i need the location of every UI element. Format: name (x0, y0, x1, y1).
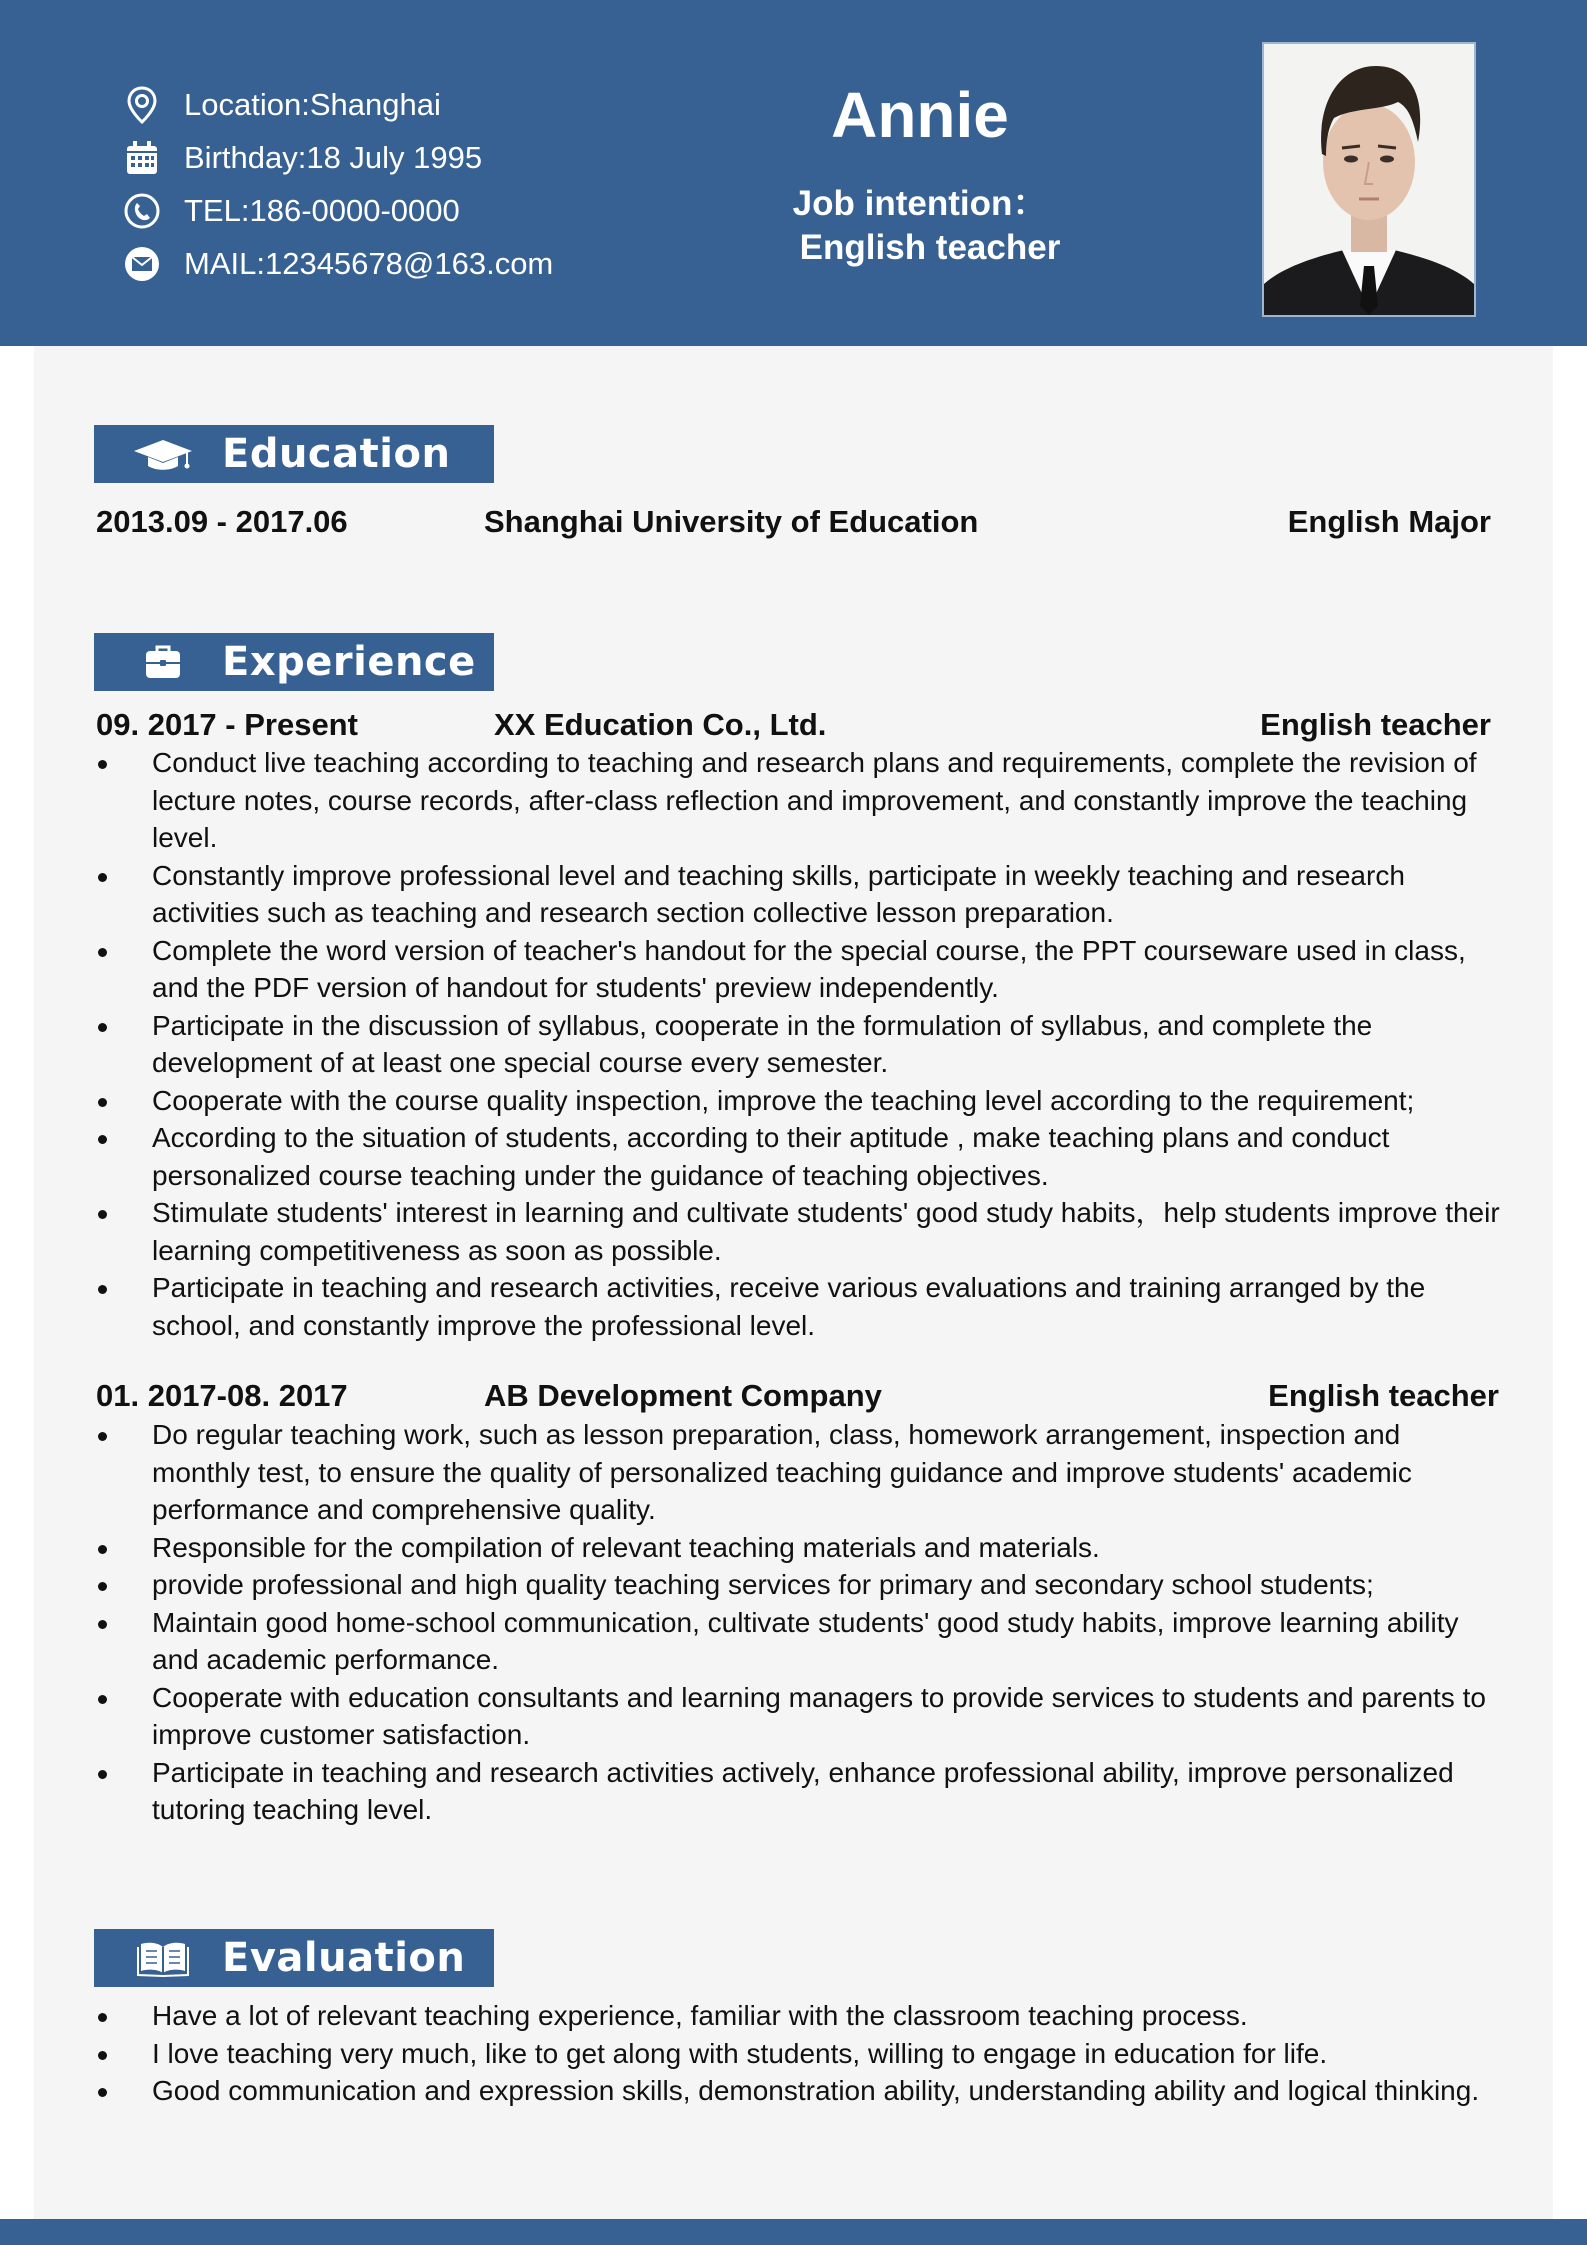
location-pin-icon (122, 85, 162, 125)
job-2-period: 01. 2017-08. 2017 (96, 1378, 348, 1413)
experience-section-header (94, 633, 494, 691)
education-title: Education (222, 431, 451, 477)
contact-birthday-text: Birthday:18 July 1995 (184, 139, 483, 175)
list-item: Good communication and expression skills, demonstration ability, understanding ability and logical thinking. (96, 2072, 1506, 2110)
list-item: According to the situation of students, according to their aptitude , make teaching plans and conduct personalized course teaching under the guidance of teaching objectives. (96, 1119, 1506, 1194)
contact-location (122, 78, 553, 131)
list-item: Cooperate with education consultants and learning managers to provide services to students and parents to improve customer satisfaction. (96, 1679, 1506, 1754)
list-item: Have a lot of relevant teaching experience, familiar with the classroom teaching process. (96, 1997, 1506, 2035)
education-period: 2013.09 - 2017.06 (96, 504, 348, 539)
contact-location-text: Location:Shanghai (184, 86, 441, 122)
contact-phone (122, 184, 553, 237)
list-item: Participate in teaching and research activities, receive various evaluations and training arranged by the school, and constantly improve the professional level. (96, 1269, 1506, 1344)
list-item: Conduct live teaching according to teaching and research plans and requirements, complete the revision of lecture notes, course records, after-class reflection and improvement, and constantly improve the teaching level. (96, 744, 1506, 857)
mail-icon (122, 244, 162, 284)
footer-bar (0, 2219, 1587, 2245)
evaluation-section-header (94, 1929, 494, 1987)
job-1-period: 09. 2017 - Present (96, 707, 358, 742)
list-item: Participate in the discussion of syllabus, cooperate in the formulation of syllabus, and complete the development of at least one special course every semester. (96, 1007, 1506, 1082)
list-item: Complete the word version of teacher's handout for the special course, the PPT courseware used in class, and the PDF version of handout for students' preview independently. (96, 932, 1506, 1007)
list-item: Cooperate with the course quality inspection, improve the teaching level according to the requirement; (96, 1082, 1506, 1120)
contact-mail (122, 237, 553, 290)
candidate-name: Annie (831, 79, 1009, 151)
profile-photo (1262, 42, 1476, 317)
job-2-duties (96, 1416, 1506, 1829)
contact-phone-text: TEL:186-0000-0000 (184, 192, 460, 228)
contact-birthday (122, 131, 553, 184)
list-item: provide professional and high quality teaching services for primary and secondary school students; (96, 1566, 1506, 1604)
education-major: English Major (1287, 504, 1491, 539)
experience-title: Experience (222, 639, 476, 685)
list-item: Constantly improve professional level and teaching skills, participate in weekly teaching and research activities such as teaching and research section collective lesson preparation. (96, 857, 1506, 932)
resume-header (0, 0, 1587, 346)
briefcase-icon (130, 642, 196, 682)
list-item: Participate in teaching and research activities actively, enhance professional ability, improve personalized tutoring teaching level. (96, 1754, 1506, 1829)
education-section-header (94, 425, 494, 483)
job-intention-value: English teacher (799, 228, 1061, 267)
evaluation-title: Evaluation (222, 1935, 466, 1981)
job-1-company: XX Education Co., Ltd. (494, 707, 827, 742)
contact-info (122, 78, 553, 290)
graduation-cap-icon (130, 434, 196, 474)
list-item: Responsible for the compilation of relevant teaching materials and materials. (96, 1529, 1506, 1567)
job-intention-label: Job intention： (792, 184, 1048, 223)
education-school: Shanghai University of Education (484, 504, 979, 539)
contact-mail-text: MAIL:12345678@163.com (184, 245, 554, 281)
calendar-icon (122, 138, 162, 178)
job-2-company: AB Development Company (484, 1378, 882, 1413)
job-1-role: English teacher (1260, 707, 1491, 742)
list-item: Maintain good home-school communication, cultivate students' good study habits, improve learning ability and academic performance. (96, 1604, 1506, 1679)
job-1-duties (96, 744, 1506, 1344)
job-2-role: English teacher (1268, 1378, 1499, 1413)
list-item: Do regular teaching work, such as lesson preparation, class, homework arrangement, inspection and monthly test, to ensure the quality of personalized teaching guidance and improve students' academic performance and comprehensive quality. (96, 1416, 1506, 1529)
list-item: Stimulate students' interest in learning and cultivate students' good study habits，help students improve their learning competitiveness as soon as possible. (96, 1194, 1506, 1269)
phone-icon (122, 191, 162, 231)
list-item: I love teaching very much, like to get along with students, willing to engage in education for life. (96, 2035, 1506, 2073)
open-book-icon (130, 1938, 196, 1978)
evaluation-list (96, 1997, 1506, 2110)
